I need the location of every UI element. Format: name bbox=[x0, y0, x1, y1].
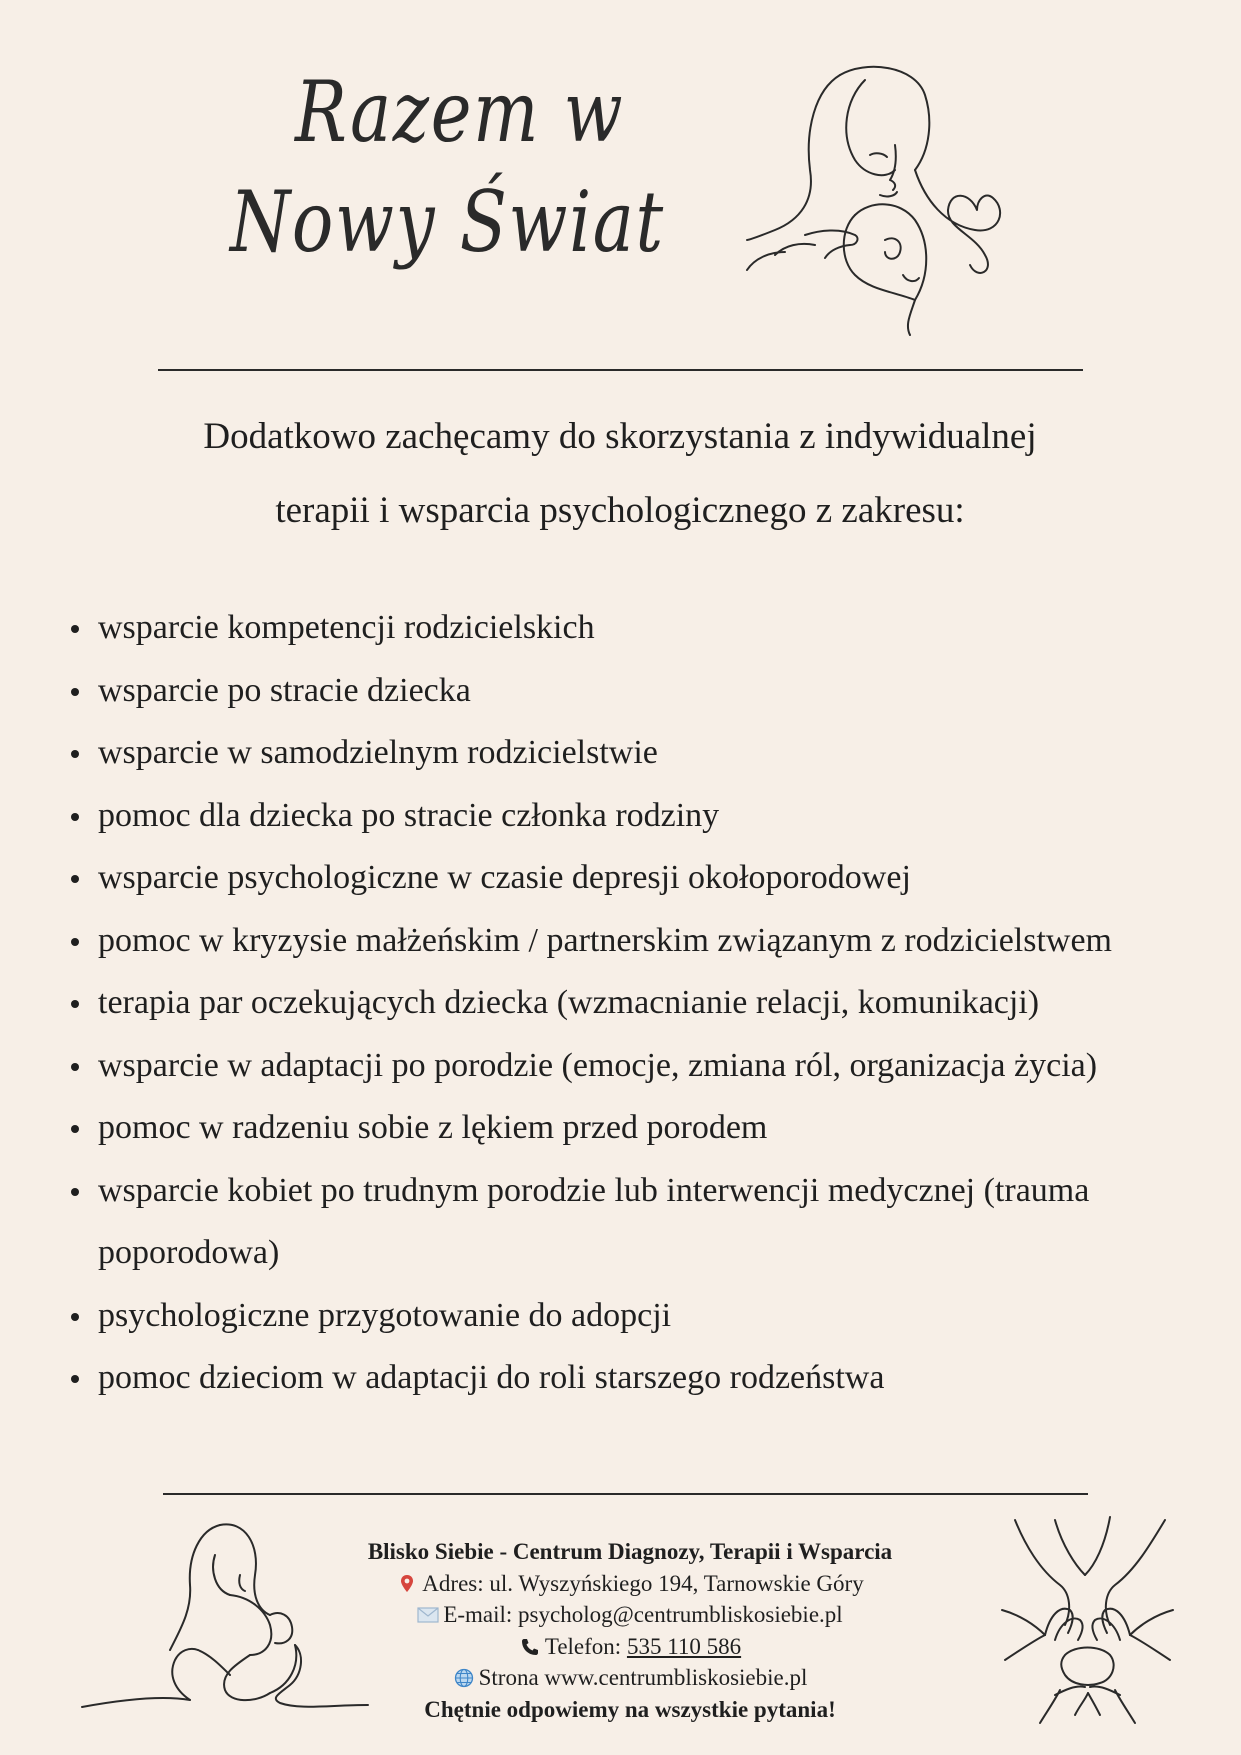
list-item: wsparcie kobiet po trudnym porodzie lub interwencji medycznej (trauma poporodowa) bbox=[0, 1160, 1241, 1285]
website-line bbox=[330, 1662, 930, 1694]
list-item: wsparcie w adaptacji po porodzie (emocje, zmiana ról, organizacja życia) bbox=[0, 1035, 1241, 1098]
envelope-icon bbox=[417, 1605, 439, 1625]
list-item: wsparcie po stracie dziecka bbox=[0, 660, 1241, 723]
intro-line-1: Dodatkowo zachęcamy do skorzystania z indywidualnej bbox=[203, 416, 1037, 457]
list-item: pomoc dla dziecka po stracie członka rodziny bbox=[0, 785, 1241, 848]
hands-line-art-icon bbox=[1000, 1515, 1175, 1725]
list-item: pomoc dzieciom w adaptacji do roli starszego rodzeństwa bbox=[0, 1347, 1241, 1410]
pin-icon bbox=[396, 1574, 418, 1594]
website-link[interactable]: Strona www.centrumbliskosiebie.pl bbox=[478, 1665, 808, 1690]
org-name: Blisko Siebie - Centrum Diagnozy, Terapii i Wsparcia bbox=[367, 1539, 893, 1564]
contact-block bbox=[330, 1536, 930, 1725]
list-item: wsparcie w samodzielnym rodzicielstwie bbox=[0, 722, 1241, 785]
phone-icon bbox=[519, 1637, 541, 1657]
intro-text bbox=[100, 400, 1140, 548]
list-item: wsparcie psychologiczne w czasie depresji okołoporodowej bbox=[0, 847, 1241, 910]
bottom-divider bbox=[163, 1493, 1088, 1495]
list-item: terapia par oczekujących dziecka (wzmacnianie relacji, komunikacji) bbox=[0, 972, 1241, 1035]
title-block bbox=[200, 55, 670, 325]
email-line bbox=[330, 1599, 930, 1631]
address-line bbox=[330, 1568, 930, 1600]
intro-line-2: terapii i wsparcia psychologicznego z zakresu: bbox=[275, 490, 965, 531]
hugging-mother-line-art-icon bbox=[80, 1515, 370, 1720]
services-list bbox=[0, 597, 1241, 1410]
top-divider bbox=[158, 369, 1083, 371]
list-item: pomoc w kryzysie małżeńskim / partnerskim związanym z rodzicielstwem bbox=[0, 910, 1241, 973]
email-link[interactable]: E-mail: psycholog@centrumbliskosiebie.pl bbox=[443, 1602, 843, 1627]
phone-label: Telefon: bbox=[544, 1633, 627, 1659]
address-text: Adres: ul. Wyszyńskiego 194, Tarnowskie Góry bbox=[422, 1570, 864, 1596]
list-item: wsparcie kompetencji rodzicielskich bbox=[0, 597, 1241, 660]
list-item: psychologiczne przygotowanie do adopcji bbox=[0, 1285, 1241, 1348]
phone-link[interactable]: 535 110 586 bbox=[626, 1633, 742, 1659]
list-item: pomoc w radzeniu sobie z lękiem przed porodem bbox=[0, 1097, 1241, 1160]
globe-icon bbox=[453, 1668, 475, 1688]
title-line-2: Nowy Świat bbox=[230, 173, 665, 271]
phone-line bbox=[330, 1631, 930, 1663]
title-line-1: Razem w bbox=[295, 63, 625, 161]
call-to-action: Chętnie odpowiemy na wszystkie pytania! bbox=[424, 1696, 836, 1722]
mother-child-line-art-icon bbox=[745, 60, 1010, 340]
